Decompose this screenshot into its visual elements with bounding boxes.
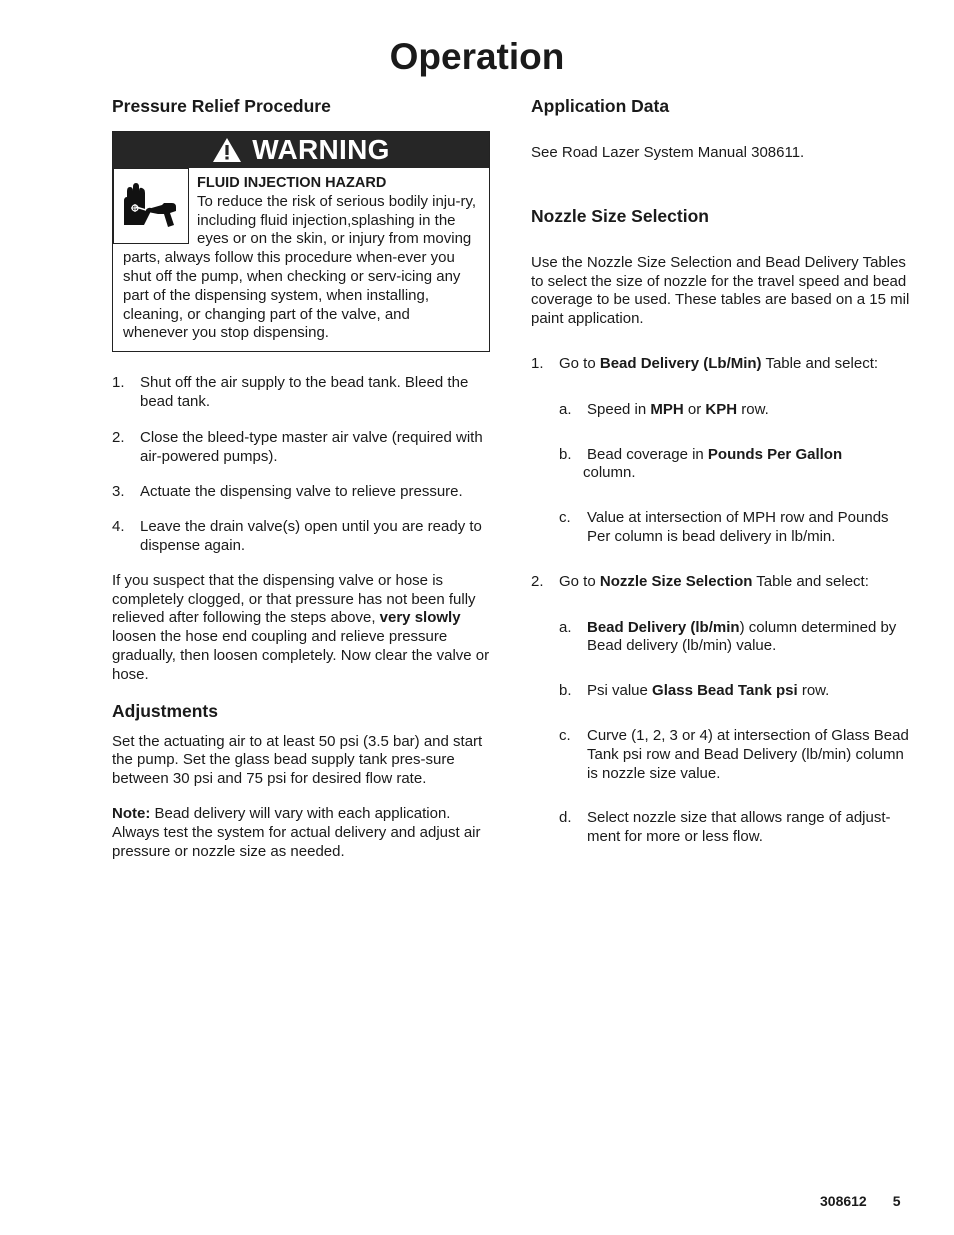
note-text: Bead delivery will vary with each application. Always test the system for actual delivery and adjust air pressure or nozzle size as needed. [112, 804, 481, 860]
substep-text: Psi value [587, 682, 653, 700]
right-column [531, 95, 915, 847]
list-item [112, 483, 492, 502]
list-item [112, 374, 492, 412]
application-data-heading: Application Data [531, 96, 670, 116]
step-text-bold: Nozzle Size Selection [599, 572, 753, 590]
step-text: Go to [559, 354, 600, 372]
list-item [531, 446, 915, 484]
list-item [531, 509, 915, 547]
pressure-relief-heading: Pressure Relief Procedure [112, 96, 331, 116]
pressure-relief-steps [112, 374, 492, 556]
list-item [531, 573, 915, 592]
list-item [531, 619, 915, 657]
warning-box [112, 131, 490, 352]
step1-substeps [531, 401, 915, 547]
step-text: Leave the drain valve(s) open until you are ready to dispense again. [140, 518, 482, 554]
note-paragraph [112, 805, 492, 861]
step-number: 1. [531, 354, 544, 372]
step-text: Shut off the air supply to the bead tank. Bleed the bead tank. [140, 374, 469, 410]
step-number: 4. [112, 518, 125, 536]
step-text: Close the bleed-type master air valve (required with air-powered pumps). [140, 428, 483, 465]
application-data-text: See Road Lazer System Manual 308611. [531, 144, 805, 161]
step-text: Go to [559, 572, 600, 590]
clog-paragraph [112, 572, 492, 685]
list-item [531, 401, 915, 420]
substep-text-bold: KPH [705, 400, 738, 418]
substep-letter: c. [559, 726, 571, 744]
list-item [531, 682, 915, 701]
substep-text: Curve (1, 2, 3 or 4) at intersection of Glass Bead Tank psi row and Bead Delivery (lb/min) column is nozzle size value. [587, 726, 909, 782]
left-column [112, 95, 492, 861]
list-item [112, 518, 492, 556]
substep-text: Select nozzle size that allows range of adjust-ment for more or less flow. [587, 809, 891, 846]
page-footer [820, 1193, 901, 1209]
warning-triangle-icon [212, 137, 242, 163]
step-number: 2. [112, 428, 125, 446]
warning-body [113, 168, 489, 351]
step-number: 3. [112, 483, 125, 501]
clog-text-2: loosen the hose end coupling and relieve pressure gradually, then loosen completely. Now clear the valve or hose. [112, 628, 490, 683]
note-label: Note: [112, 804, 151, 822]
step-text-bold: Bead Delivery (Lb/Min) [599, 354, 762, 372]
substep-text: ) column determined by Bead delivery (lb/min) value. [587, 618, 897, 655]
substep-text-bold: Pounds Per Gallon [707, 445, 843, 463]
substep-text: column. [583, 464, 636, 482]
substep-text: row. [737, 400, 769, 418]
page-number: 5 [892, 1193, 901, 1209]
nozzle-size-heading: Nozzle Size Selection [531, 205, 709, 226]
fluid-injection-hazard-icon [113, 168, 189, 244]
substep-text-bold: MPH [650, 400, 684, 418]
step-number: 1. [112, 374, 125, 392]
substep-text: or [683, 400, 706, 418]
substep-letter: a. [559, 618, 572, 636]
nozzle-intro: Use the Nozzle Size Selection and Bead Delivery Tables to select the size of nozzle for the travel speed and bead coverage to be used. These tables are based on a 15 mil paint application. [531, 253, 910, 328]
step-text: Actuate the dispensing valve to relieve pressure. [140, 483, 463, 501]
substep-text-bold: Glass Bead Tank psi [652, 682, 798, 700]
step-text: Table and select: [752, 572, 869, 590]
substep-letter: b. [559, 682, 572, 700]
step2-substeps [531, 619, 915, 847]
substep-text: Speed in [587, 400, 651, 418]
list-item [531, 727, 915, 783]
warning-text: To reduce the risk of serious bodily inju-ry, including fluid injection,splashing in the eyes or on the skin, or injury from moving parts, always follow this procedure when-ever you shut off the pump, when checking or serv-icing any part of the dispensing system, when installing, cleaning, or changing part of the valve, and whenever you stop dispensing. [123, 192, 477, 342]
list-item [112, 429, 492, 467]
page-title: Operation [389, 36, 565, 77]
list-item [531, 355, 915, 374]
document-number: 308612 [820, 1193, 867, 1209]
list-item [531, 809, 915, 847]
warning-label: WARNING [252, 133, 390, 165]
substep-letter: a. [559, 400, 572, 418]
substep-text: row. [797, 682, 830, 700]
substep-text: Bead coverage in [587, 445, 708, 463]
hazard-title: FLUID INJECTION HAZARD [197, 175, 387, 191]
clog-text-1: If you suspect that the dispensing valve or hose is completely clogged, or that pressure has not been fully relieved after following the steps above, [112, 571, 476, 627]
warning-header [113, 132, 489, 168]
clog-text-bold: very slowly [379, 609, 461, 627]
adjustments-heading: Adjustments [112, 700, 218, 721]
substep-letter: c. [559, 509, 571, 527]
substep-letter: d. [559, 809, 572, 827]
adjustments-paragraph: Set the actuating air to at least 50 psi (3.5 bar) and start the pump. Set the glass bead supply tank pres-sure between 30 psi and 75 psi for desired flow rate. [112, 732, 483, 788]
substep-letter: b. [559, 445, 572, 463]
substep-text: Value at intersection of MPH row and Pounds Per column is bead delivery in lb/min. [587, 509, 889, 545]
step-number: 2. [531, 572, 544, 590]
substep-text-bold: Bead Delivery (lb/min [587, 618, 740, 636]
step-text: Table and select: [761, 354, 879, 372]
nozzle-steps [531, 355, 915, 374]
nozzle-steps-2 [531, 573, 915, 592]
